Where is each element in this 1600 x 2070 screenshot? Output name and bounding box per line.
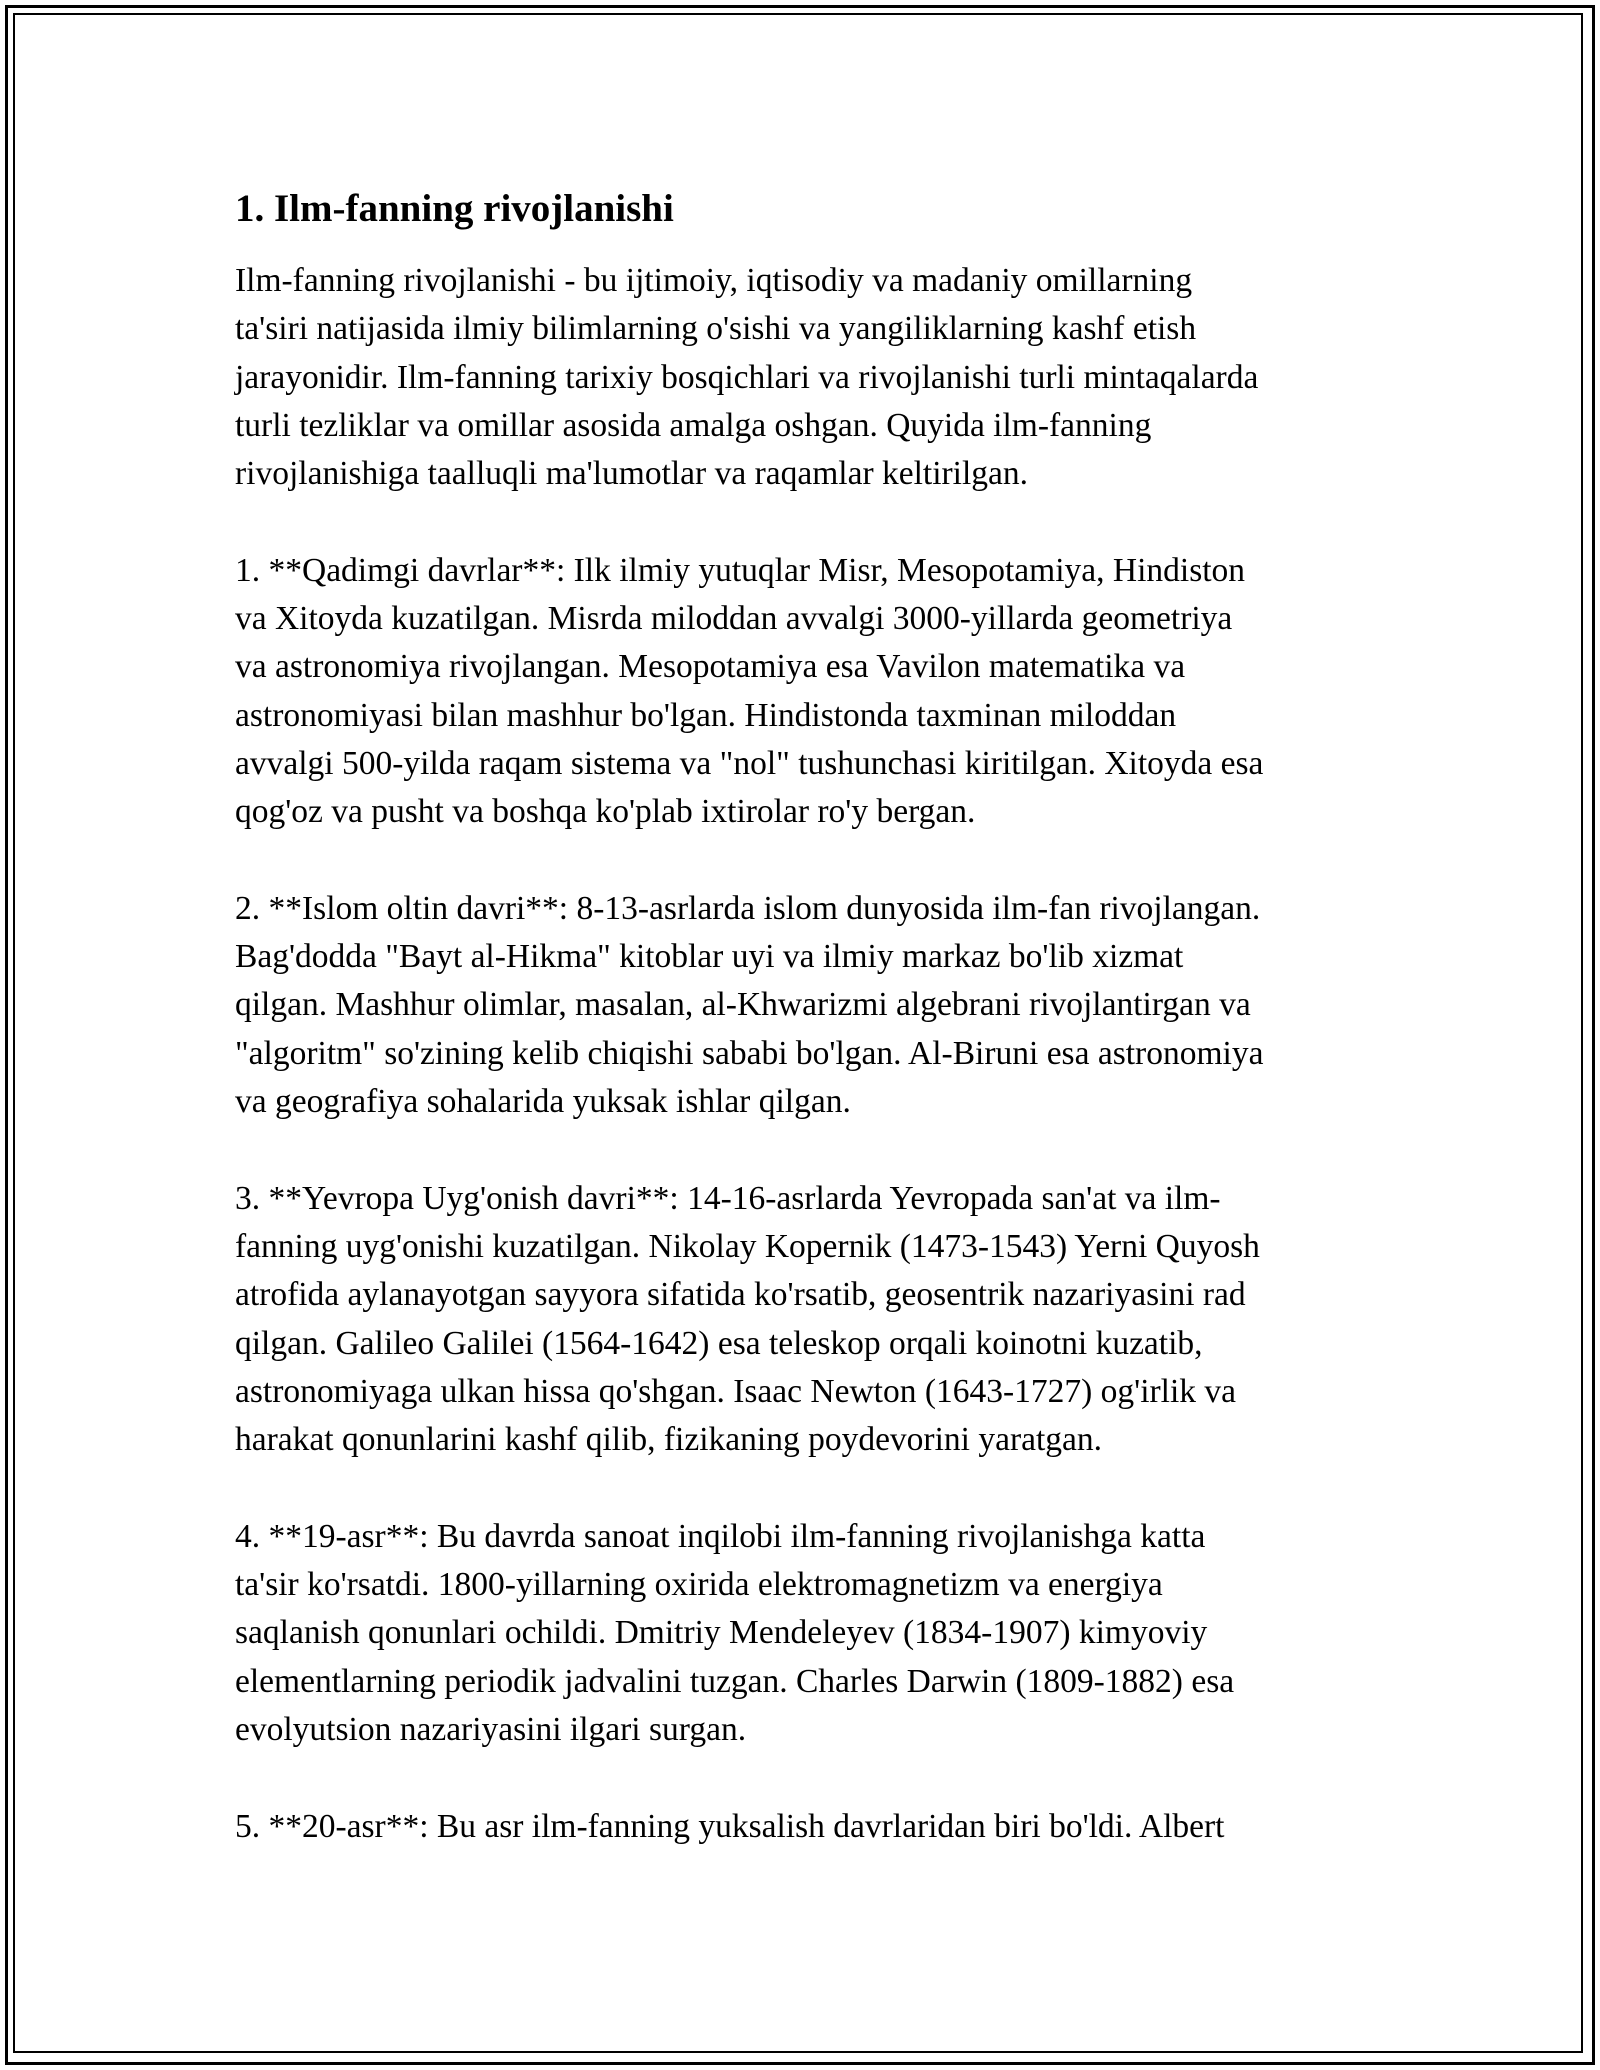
nineteenth-century-paragraph: 4. **19-asr**: Bu davrda sanoat inqilobi ilm-fanning rivojlanishga katta ta'sir ko'rsatdi. 1800-yillarning oxirida elektromagnetizm va energiya saqlanish qonunlari ochildi. Dmitriy Mendeleyev (1834-1907) kimyoviy elementlarning periodik jadvalini tuzgan. Charles Darwin (1809-1882) esa evolyutsion nazariyasini ilgari surgan. — [235, 1517, 1235, 1748]
ancient-era-paragraph: 1. **Qadimgi davrlar**: Ilk ilmiy yutuqlar Misr, Mesopotamiya, Hindiston va Xitoyda kuzatilgan. Misrda miloddan avvalgi 3000-yillarda geometriya va astronomiya rivojlangan. Mesopotamiya esa Vavilon matematika va astronomiyasi bilan mashhur bo'lgan. Hindistonda taxminan miloddan avvalgi 500-yilda raqam sistema va "nol" tushunchasi kiritilgan. Xitoyda esa qog'oz va pusht va boshqa ko'plab ixtirolar ro'y bergan. — [235, 551, 1264, 831]
document-body — [235, 185, 1375, 1899]
twentieth-century-paragraph: 5. **20-asr**: Bu asr ilm-fanning yuksalish davrlaridan biri bo'ldi. Albert — [235, 1807, 1225, 1845]
document-title: 1. Ilm-fanning rivojlanishi — [235, 187, 674, 230]
intro-paragraph: Ilm-fanning rivojlanishi - bu ijtimoiy, iqtisodiy va madaniy omillarning ta'siri natijasida ilmiy bilimlarning o'sishi va yangiliklarning kashf etish jarayonidir. Ilm-fanning tarixiy bosqichlari va rivojlanishi turli mintaqalarda turli tezliklar va omillar asosida amalga oshgan. Quyida ilm-fanning rivojlanishiga taalluqli ma'lumotlar va raqamlar keltirilgan. — [235, 262, 1259, 493]
islamic-golden-age-paragraph: 2. **Islom oltin davri**: 8-13-asrlarda islom dunyosida ilm-fan rivojlangan. Bag'dodda "Bayt al-Hikma" kitoblar uyi va ilmiy markaz bo'lib xizmat qilgan. Mashhur olimlar, masalan, al-Khwarizmi algebrani rivojlantirgan va "algoritm" so'zining kelib chiqishi sababi bo'lgan. Al-Biruni esa astronomiya va geografiya sohalarida yuksak ishlar qilgan. — [235, 889, 1264, 1121]
renaissance-paragraph: 3. **Yevropa Uyg'onish davri**: 14-16-asrlarda Yevropada san'at va ilm- fanning uyg'onishi kuzatilgan. Nikolay Kopernik (1473-1543) Yerni Quyosh atrofida aylanayotgan sayyora sifatida ko'rsatib, geosentrik nazariyasini rad qilgan. Galileo Galilei (1564-1642) esa teleskop orqali koinotni kuzatib, astronomiyaga ulkan hissa qo'shgan. Isaac Newton (1643-1727) og'irlik va harakat qonunlarini kashf qilib, fizikaning poydevorini yaratgan. — [235, 1179, 1260, 1459]
